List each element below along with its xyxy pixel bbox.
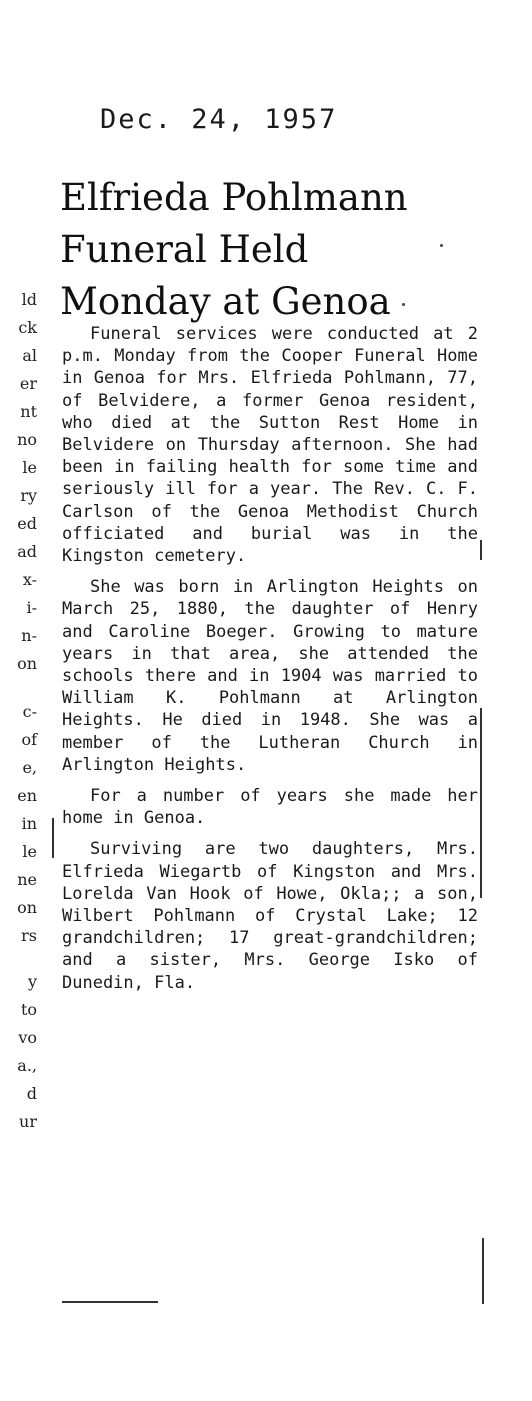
- fragment-text: d: [26, 1084, 37, 1103]
- fragment-text: x-: [22, 570, 37, 589]
- fragment-text: e,: [22, 758, 37, 777]
- column-edge-mark: [52, 818, 54, 858]
- fragment-text: a.,: [17, 1056, 37, 1075]
- fragment-text: er: [19, 374, 37, 393]
- adjacent-column-fragments: [0, 0, 40, 1401]
- fragment-text: ed: [17, 514, 37, 533]
- fragment-text: ry: [20, 486, 37, 505]
- fragment-text: ld: [21, 290, 37, 309]
- headline-line: Monday at Genoa: [60, 280, 391, 323]
- fragment-text: in: [21, 814, 37, 833]
- fragment-text: le: [22, 842, 37, 861]
- fragment-text: nt: [20, 402, 37, 421]
- column-edge-mark: [480, 540, 482, 560]
- fragment-text: rs: [21, 926, 37, 945]
- fragment-text: ad: [17, 542, 37, 561]
- fragment-text: n-: [21, 626, 37, 645]
- fragment-text: of: [21, 730, 37, 749]
- article-date: Dec. 24, 1957: [100, 104, 338, 135]
- article-paragraph: She was born in Arlington Heights on March 25, 1880, the daughter of Henry and Caroline Boeger. Growing to mature years in that area, she attended the schools there and in 1904 was married to William K. Pohlmann at Arlington Heights. He died in 1948. She was a member of the Lutheran Church in Arlington Heights.: [62, 577, 478, 775]
- fragment-text: le: [22, 458, 37, 477]
- fragment-text: on: [17, 654, 37, 673]
- fragment-text: al: [22, 346, 37, 365]
- column-edge-mark: [480, 708, 482, 898]
- print-speck: [402, 303, 405, 306]
- fragment-text: i-: [26, 598, 37, 617]
- fragment-text: to: [20, 1000, 37, 1019]
- fragment-text: ne: [17, 870, 37, 889]
- article-paragraph: Funeral services were conducted at 2 p.m. Monday from the Cooper Funeral Home in Genoa for Mrs. Elfrieda Pohlmann, 77, of Belvidere, a former Genoa resident, who died at the Sutton Rest Home in Belvidere on Thursday afternoon. She had been in failing health for some time and seriously ill for a year. The Rev. C. F. Carlson of the Genoa Methodist Church officiated and burial was in the Kingston cemetery.: [62, 324, 478, 567]
- fragment-text: ur: [19, 1112, 37, 1131]
- article-paragraph: For a number of years she made her home in Genoa.: [62, 786, 478, 829]
- fragment-text: on: [17, 898, 37, 917]
- article-body: [62, 323, 478, 1003]
- bottom-rule: [62, 1301, 158, 1303]
- article-headline: [60, 172, 480, 328]
- fragment-text: en: [17, 786, 37, 805]
- headline-line: Funeral Held: [60, 228, 309, 271]
- article-paragraph: Surviving are two daughters, Mrs. Elfrieda Wiegartb of Kingston and Mrs. Lorelda Van Hook of Howe, Okla;; a son, Wilbert Pohlmann of Crystal Lake; 12 grandchildren; 17 great-grandchildren; and a sister, Mrs. George Isko of Dunedin, Fla.: [62, 839, 478, 993]
- fragment-text: vo: [18, 1028, 37, 1047]
- column-edge-mark: [482, 1238, 484, 1304]
- fragment-text: no: [17, 430, 37, 449]
- fragment-text: ck: [18, 318, 37, 337]
- headline-line: Elfrieda Pohlmann: [60, 176, 408, 219]
- print-speck: [440, 244, 443, 247]
- fragment-text: c-: [22, 702, 37, 721]
- fragment-text: y: [27, 972, 37, 991]
